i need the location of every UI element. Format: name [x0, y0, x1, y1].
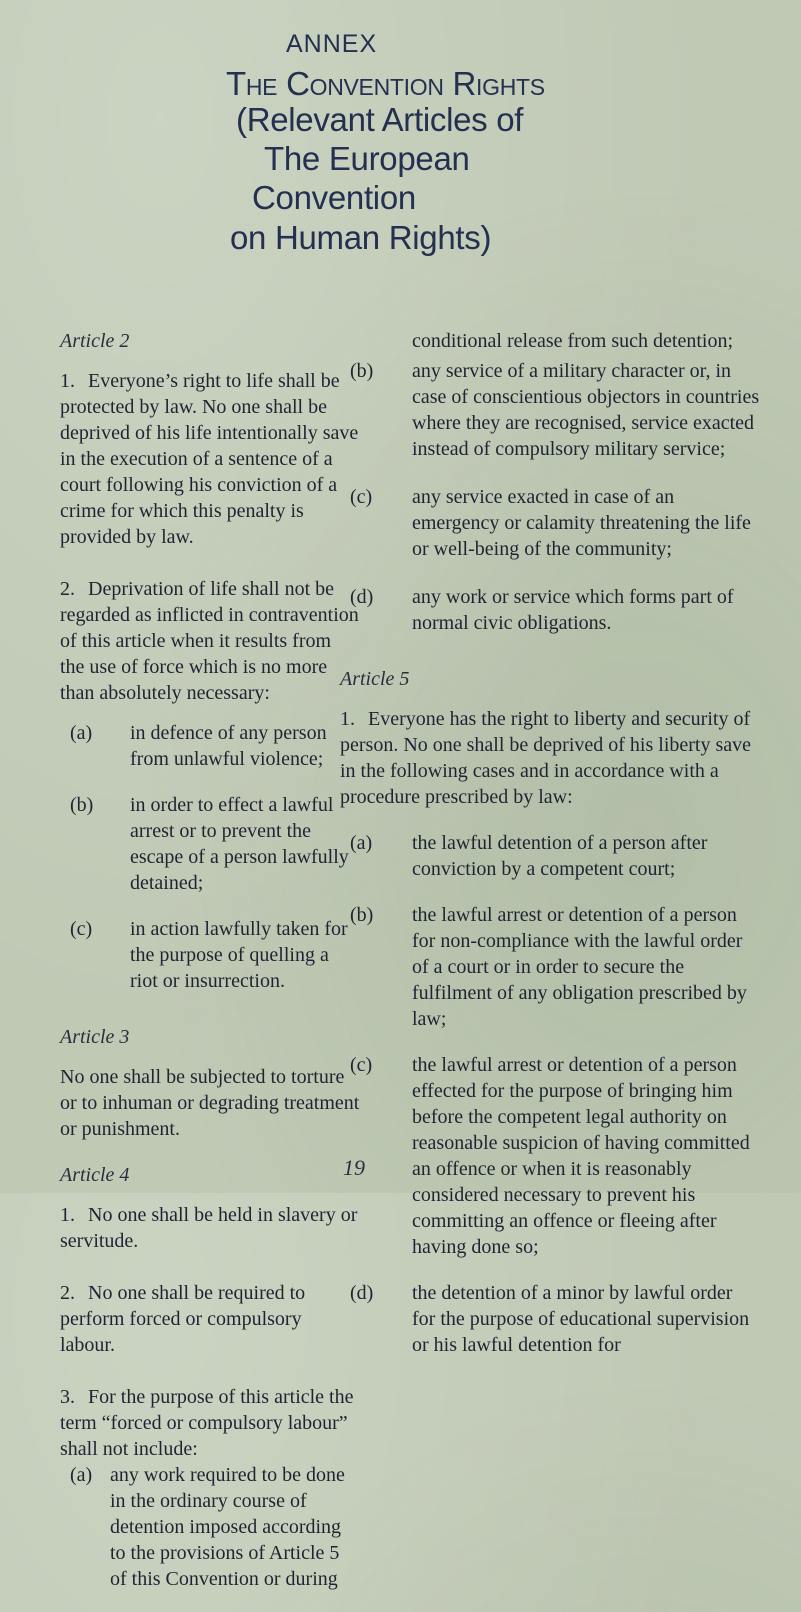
title-line-3: The European: [264, 140, 470, 177]
article-2-item-c: [60, 916, 360, 994]
item-text: the lawful arrest or detention of a person effected for the purpose of bringing him before the competent legal authority on reasonable suspicion of having committed an offence or when it is reasonably considered necessary to prevent his committing an offence or fleeing after having done so;: [412, 1054, 750, 1258]
paragraph-number: 3.: [60, 1386, 75, 1408]
article-4-item-d: [340, 584, 760, 636]
item-label: (d): [350, 586, 374, 608]
item-text: the detention of a minor by lawful order for the purpose of educational supervision or his lawful detention for: [412, 1282, 750, 1356]
article-3-text: No one shall be subjected to torture or to inhuman or degrading treatment or punishment.: [60, 1066, 360, 1140]
paragraph-number: 1.: [340, 708, 355, 730]
article-2-heading: Article 2: [60, 330, 130, 352]
paragraph-number: 1.: [60, 1204, 75, 1226]
title-line-4: Convention: [252, 179, 416, 216]
paragraph-number: 2.: [60, 578, 75, 600]
title-line-5: on Human Rights): [230, 219, 492, 256]
item-label: (c): [70, 918, 93, 940]
item-label: (a): [350, 832, 373, 854]
paragraph-text: Everyone’s right to life shall be protected by law. No one shall be deprived of his life intentionally save in the execution of a sentence of a court following his conviction of a crime for which this penalty is provided by law.: [60, 370, 359, 548]
left-column: [60, 328, 360, 1612]
article-5-item-d: [340, 1280, 760, 1358]
title-line-2: (Relevant Articles of: [236, 101, 524, 138]
paragraph-text: No one shall be held in slavery or servitude.: [60, 1204, 358, 1252]
item-label: (c): [350, 1054, 373, 1076]
paragraph-text: Everyone has the right to liberty and security of person. No one shall be deprived of his liberty save in the following cases and in accordance with a procedure prescribed by law:: [340, 708, 752, 808]
paragraph-number: 2.: [60, 1282, 75, 1304]
item-text: any work required to be done in the ordinary course of detention imposed according to the provisions of Article 5 of this Convention or during: [110, 1464, 345, 1590]
paragraph-text: No one shall be required to perform forced or compulsory labour.: [60, 1282, 306, 1356]
article-4-paragraph-2: [60, 1280, 360, 1358]
item-label: (a): [70, 1464, 93, 1486]
title-line-1: The Convention Rights: [226, 65, 545, 102]
right-column: [340, 328, 760, 1378]
article-4-heading: Article 4: [60, 1164, 130, 1186]
item-text: any service exacted in case of an emergency or calamity threatening the life or well-being of the community;: [412, 486, 751, 560]
item-text: any work or service which forms part of normal civic obligations.: [412, 586, 734, 634]
article-3-heading: Article 3: [60, 1026, 130, 1048]
continuation-text: conditional release from such detention;: [412, 330, 734, 352]
article-5-item-c: [340, 1052, 760, 1260]
article-5-heading: Article 5: [340, 668, 410, 690]
page-number: 19: [343, 1155, 365, 1180]
article-2-paragraph-1: [60, 368, 360, 550]
article-2-item-a: [60, 720, 360, 772]
item-text: the lawful arrest or detention of a person for non-compliance with the lawful order of a court or in order to secure the fulfilment of any obligation prescribed by law;: [412, 904, 747, 1030]
article-4-item-c: [340, 484, 760, 562]
item-text: the lawful detention of a person after conviction by a competent court;: [412, 832, 708, 880]
article-5-paragraph-1: [340, 706, 760, 810]
article-4-item-a: [60, 1462, 360, 1592]
item-label: (c): [350, 486, 373, 508]
article-4-paragraph-3: [60, 1384, 360, 1462]
paragraph-text: Deprivation of life shall not be regarded as inflicted in contravention of this article when it results from the use of force which is no more than absolutely necessary:: [60, 578, 359, 704]
article-2-item-b: [60, 792, 360, 896]
annex-label: ANNEX: [286, 30, 378, 58]
article-4-paragraph-1: [60, 1202, 360, 1254]
item-label: (b): [350, 904, 374, 926]
article-2-paragraph-2: [60, 576, 360, 706]
article-4-item-b: [340, 358, 760, 462]
item-label: (b): [350, 360, 374, 382]
item-text: in order to effect a lawful arrest or to prevent the escape of a person lawfully detained;: [130, 794, 349, 894]
article-5-item-b: [340, 902, 760, 1032]
article-5-item-a: [340, 830, 760, 882]
item-label: (d): [350, 1282, 374, 1304]
item-label: (a): [70, 722, 93, 744]
item-text: in action lawfully taken for the purpose of quelling a riot or insurrection.: [130, 918, 348, 992]
paragraph-text: For the purpose of this article the term “forced or compulsory labour” shall not include:: [60, 1386, 354, 1460]
item-text: any service of a military character or, in case of conscientious objectors in countries where they are recognised, service exacted instead of compulsory military service;: [412, 360, 760, 460]
item-text: in defence of any person from unlawful violence;: [130, 722, 327, 770]
item-label: (b): [70, 794, 94, 816]
paragraph-number: 1.: [60, 370, 75, 392]
